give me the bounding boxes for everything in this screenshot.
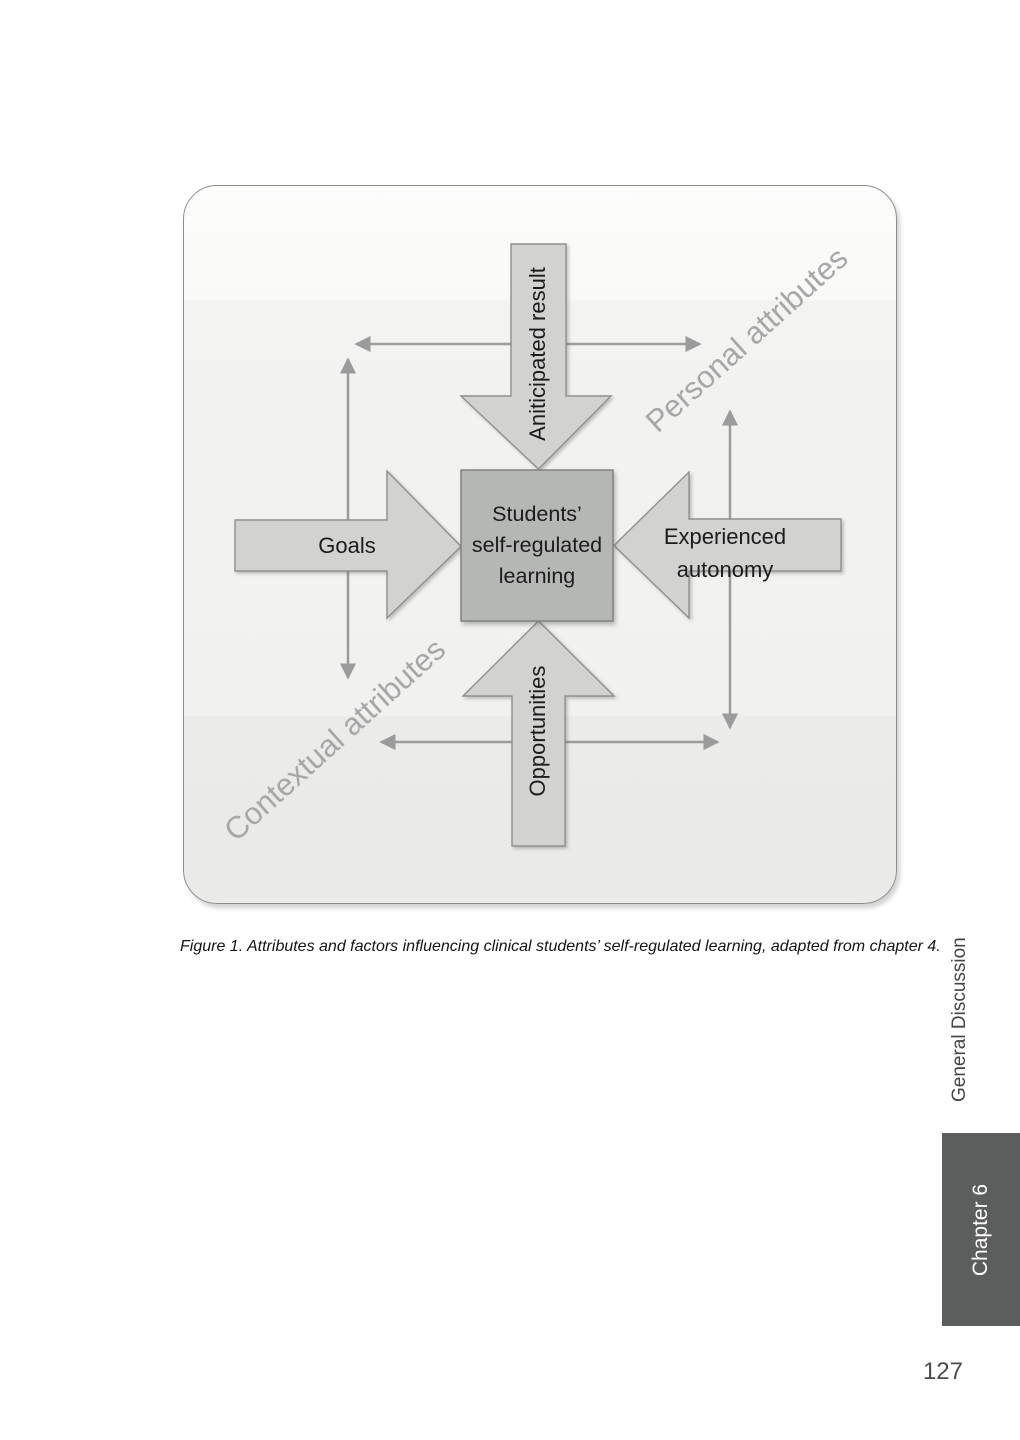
contextual-attributes-label: Contextual attributes — [217, 631, 453, 848]
experienced-autonomy-line1: Experienced — [663, 524, 787, 549]
opportunities-label: Opportunities — [525, 665, 550, 797]
central-box-line1: Students’ — [492, 502, 582, 526]
chapter-tab — [942, 1133, 1020, 1326]
personal-attributes-label: Personal attributes — [638, 240, 855, 440]
central-box-label — [461, 470, 613, 621]
page-number: 127 — [922, 1358, 963, 1385]
figure-caption: Figure 1. Attributes and factors influencing clinical students’ self-regulated learning, adapted from chapter 4. — [180, 938, 941, 955]
anticipated-result-label: Aniticipated result — [525, 267, 550, 441]
goals-label: Goals — [318, 533, 376, 558]
experienced-autonomy-line2: autonomy — [676, 557, 774, 582]
chapter-tab-label: Chapter 6 — [969, 1183, 993, 1276]
section-label-general-discussion: General Discussion — [949, 937, 970, 1102]
central-box-line2: self-regulated — [471, 533, 603, 557]
experienced-autonomy-label — [625, 520, 825, 586]
central-box-line3: learning — [498, 564, 576, 588]
figure-panel — [183, 185, 897, 904]
